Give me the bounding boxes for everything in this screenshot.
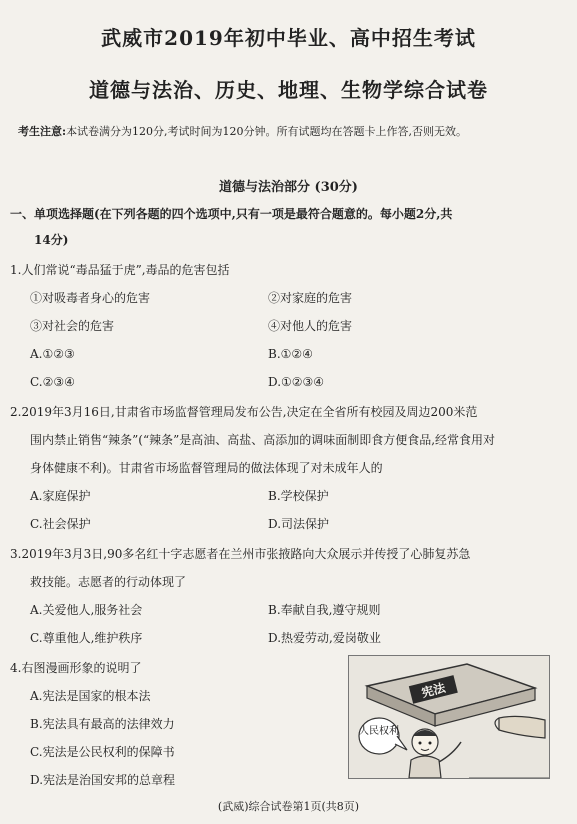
part1-instruction-line2: 14分): [34, 233, 69, 247]
person-arm: [439, 742, 461, 762]
q2-stem-line3: 身体健康不利)。甘肃省市场监督管理局的做法体现了对未成年人的: [30, 461, 383, 475]
notice-text: 本试卷满分为120分,考试时间为120分钟。所有试题均在答题卡上作答,否则无效。: [66, 125, 468, 138]
q3-option-b: B.奉献自我,遵守规则: [268, 603, 381, 617]
book-title-text: 宪法: [420, 680, 447, 701]
speech-bubble-text: 人民权利: [359, 726, 399, 737]
q2-stem-line2: 围内禁止销售“辣条”(“辣条”是高油、高盐、高添加的调味面制即食方便食品,经常食用对: [30, 433, 496, 447]
person-eye-left: [419, 742, 422, 745]
notice-label: 考生注意:: [18, 125, 67, 138]
q2-option-d: D.司法保护: [268, 517, 330, 531]
q1-statement-1: ①对吸毒者身心的危害: [30, 291, 151, 305]
paper-title: 道德与法治、历史、地理、生物学综合试卷: [89, 78, 488, 102]
hand-shape: [499, 716, 545, 738]
q2-option-b: B.学校保护: [268, 489, 329, 503]
q3-stem-line1: 3.2019年3月3日,90多名红十字志愿者在兰州市张掖路向大众展示并传授了心肺复苏急: [10, 547, 471, 561]
q3-option-a: A.关爱他人,服务社会: [30, 603, 143, 617]
person-hair: [413, 730, 437, 736]
q1-option-b: B.①②④: [268, 347, 313, 361]
q4-option-a: A.宪法是国家的根本法: [30, 689, 151, 703]
q2-stem-line1: 2.2019年3月16日,甘肃省市场监督管理局发布公告,决定在全省所有校园及周边200米范: [10, 405, 478, 419]
page-footer: (武威)综合试卷第1页(共8页): [217, 800, 360, 813]
q4-option-c: C.宪法是公民权利的保障书: [30, 745, 175, 759]
q2-option-c: C.社会保护: [30, 517, 91, 531]
q3-stem-line2: 救技能。志愿者的行动体现了: [30, 575, 187, 589]
speech-bubble-tail: [395, 736, 407, 750]
part1-instruction-line1: 一、单项选择题(在下列各题的四个选项中,只有一项是最符合题意的。每小题2分,共: [10, 207, 453, 221]
q1-statement-4: ④对他人的危害: [268, 319, 353, 333]
exam-title: 武威市2019年初中毕业、高中招生考试: [101, 26, 476, 50]
q1-statement-2: ②对家庭的危害: [268, 291, 353, 305]
q3-option-d: D.热爱劳动,爱岗敬业: [268, 631, 381, 645]
q1-statement-3: ③对社会的危害: [30, 319, 115, 333]
q1-option-c: C.②③④: [30, 375, 75, 389]
q1-stem: 1.人们常说“毒品猛于虎”,毒品的危害包括: [10, 263, 230, 277]
cartoon-drawing: [349, 656, 549, 778]
exam-notice: [18, 125, 563, 139]
q4-option-d: D.宪法是治国安邦的总章程: [30, 773, 176, 787]
q4-stem: 4.右图漫画形象的说明了: [10, 661, 142, 675]
cartoon-illustration: [348, 655, 550, 779]
q3-option-c: C.尊重他人,维护秩序: [30, 631, 143, 645]
q4-option-b: B.宪法具有最高的法律效力: [30, 717, 175, 731]
q1-option-d: D.①②③④: [268, 375, 325, 389]
person-body: [409, 756, 441, 778]
q2-option-a: A.家庭保护: [30, 489, 91, 503]
section-title: 道德与法治部分 (30分): [219, 180, 358, 195]
person-eye-right: [429, 742, 432, 745]
q1-option-a: A.①②③: [30, 347, 75, 361]
